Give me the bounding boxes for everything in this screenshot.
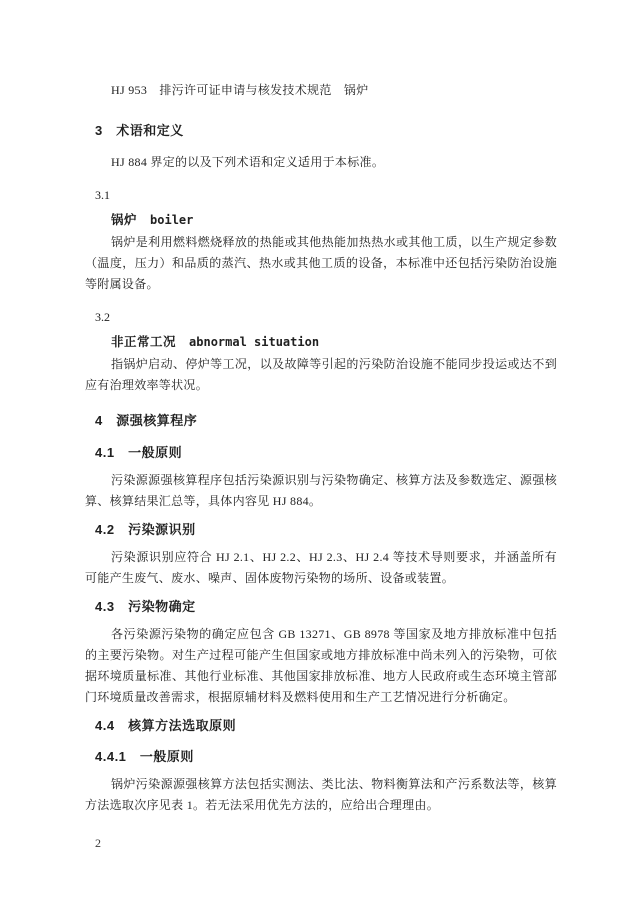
section-3-intro: HJ 884 界定的以及下列术语和定义适用于本标准。 bbox=[111, 155, 385, 169]
page-number: 2 bbox=[95, 836, 101, 850]
section-4-1-body: 污染源源强核算程序包括污染源识别与污染物确定、核算方法及参数选定、源强核算、核算结果汇总等，具体内容见 HJ 884。 bbox=[85, 473, 557, 508]
section-4-1-heading: 4.1 一般原则 bbox=[95, 445, 183, 460]
section-4-4-heading: 4.4 核算方法选取原则 bbox=[95, 718, 237, 733]
section-4-3-body: 各污染源污染物的确定应包含 GB 13271、GB 8978 等国家及地方排放标准中包括的主要污染物。对生产过程可能产生但国家或地方排放标准中尚未列入的污染物，可依据环境质量标准、其他行业标准、其他国家排放标准、地方人民政府或生态环境主管部门环境质量改善需求，根据原辅材料及燃料使用和生产工艺情况进行分析确定。 bbox=[85, 627, 557, 704]
section-4-2-heading: 4.2 污染源识别 bbox=[95, 522, 196, 537]
document-content bbox=[85, 80, 557, 816]
term-3-1 bbox=[111, 211, 557, 230]
clause-number-3-2: 3.2 bbox=[95, 310, 110, 324]
term-3-1-definition: 锅炉是利用燃料燃烧释放的热能或其他热能加热热水或其他工质，以生产规定参数（温度，压力）和品质的蒸汽、热水或其他工质的设备，本标准中还包括污染防治设施等附属设备。 bbox=[85, 235, 557, 291]
clause-number-3-1: 3.1 bbox=[95, 188, 110, 202]
term-3-2-chinese: 非正常工况 bbox=[111, 335, 177, 349]
section-4-4-1-heading: 4.4.1 一般原则 bbox=[95, 749, 194, 764]
term-3-2 bbox=[111, 333, 557, 352]
section-3-heading: 3 术语和定义 bbox=[95, 123, 184, 138]
term-3-1-english: boiler bbox=[150, 213, 194, 227]
normative-reference-line: HJ 953 排污许可证申请与核发技术规范 锅炉 bbox=[111, 83, 369, 97]
term-3-2-definition: 指锅炉启动、停炉等工况，以及故障等引起的污染防治设施不能同步投运或达不到应有治理效率等状况。 bbox=[85, 357, 557, 392]
section-4-2-body: 污染源识别应符合 HJ 2.1、HJ 2.2、HJ 2.3、HJ 2.4 等技术导则要求，并涵盖所有可能产生废气、废水、噪声、固体废物污染物的场所、设备或装置。 bbox=[85, 550, 557, 585]
section-4-4-1-body: 锅炉污染源源强核算方法包括实测法、类比法、物料衡算法和产污系数法等，核算方法选取次序见表 1。若无法采用优先方法的，应给出合理理由。 bbox=[85, 777, 557, 812]
section-4-heading: 4 源强核算程序 bbox=[95, 413, 198, 428]
term-3-2-english: abnormal situation bbox=[189, 335, 320, 349]
section-4-3-heading: 4.3 污染物确定 bbox=[95, 599, 196, 614]
term-3-1-chinese: 锅炉 bbox=[111, 213, 138, 227]
